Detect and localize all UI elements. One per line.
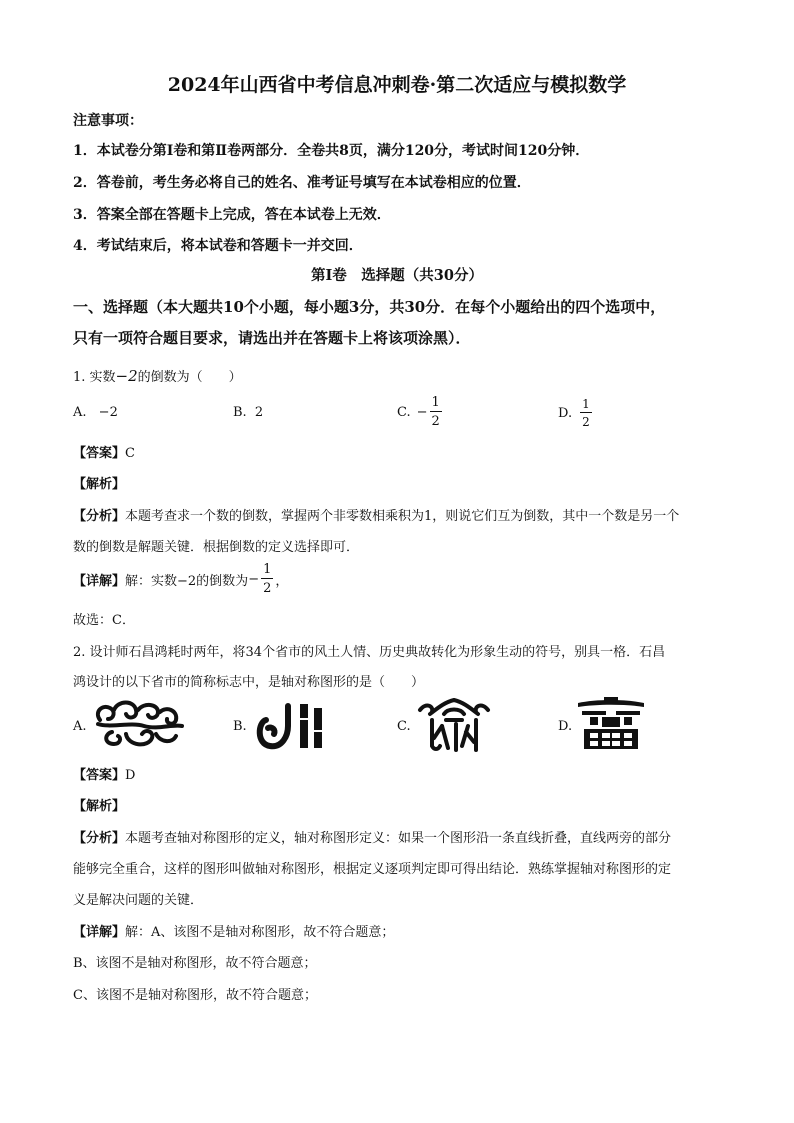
cloud-symbol-icon xyxy=(90,698,188,750)
detail-text: 解：A、该图不是轴对称图形，故不符合题意； xyxy=(125,925,395,940)
roof-pavilion-symbol-icon xyxy=(416,696,492,754)
q2-fenxi-line3: 义是解决问题的关键． xyxy=(73,893,204,908)
fenxi-tag: 【分析】 xyxy=(73,509,126,524)
q2-fenxi-line1 xyxy=(73,827,671,846)
q1-stem-value: −2 xyxy=(115,367,138,385)
notice-item: 2．答卷前，考生务必将自己的姓名、准考证号填写在本试卷相应的位置． xyxy=(73,175,531,191)
option-label: A. xyxy=(73,405,87,420)
q2-stem-line2: 鸿设计的以下省市的简称标志中，是轴对称图形的是（ ） xyxy=(73,675,425,690)
section-title: 第Ⅰ卷 选择题（共30分） xyxy=(311,267,483,284)
fraction xyxy=(430,396,442,428)
option-text: 2 xyxy=(254,405,264,420)
q1-choice: 故选：C． xyxy=(73,613,135,628)
notice-item: 3．答案全部在答题卡上完成，答在本试卷上无效． xyxy=(73,207,391,223)
fraction-numerator: 1 xyxy=(431,395,440,410)
q2-detail-c: C、该图不是轴对称图形，故不符合题意； xyxy=(73,988,317,1003)
q2-detail-b: B、该图不是轴对称图形，故不符合题意； xyxy=(73,956,317,971)
fenxi-tag: 【分析】 xyxy=(73,831,126,846)
q1-fenxi-line1 xyxy=(73,505,679,524)
notice-item: 1．本试卷分第Ⅰ卷和第Ⅱ卷两部分．全卷共8页，满分120分，考试时间120分钟． xyxy=(73,143,590,159)
q2-fenxi-line2: 能够完全重合，这样的图形叫做轴对称图形，根据定义逐项判定即可得出结论．熟练掌握轴对称图形的定 xyxy=(73,862,672,877)
fenxi-text: 本题考查求一个数的倒数，掌握两个非零数相乘积为1，则说它们互为倒数，其中一个数是另一个 xyxy=(125,509,680,524)
q2-answer xyxy=(73,764,135,783)
answer-value: C xyxy=(125,446,135,461)
q1-option-a xyxy=(73,405,118,420)
q2-detail-a xyxy=(73,921,394,940)
option-label: B. xyxy=(233,405,247,420)
part-one-instruction-line1: 一、选择题（本大题共10个小题，每小题3分，共30分．在每个小题给出的四个选项中， xyxy=(73,298,666,316)
notice-heading: 注意事项： xyxy=(73,113,143,129)
option-sign: − xyxy=(416,404,428,420)
fraction xyxy=(580,398,592,428)
q1-answer xyxy=(73,442,135,461)
swirl-bars-symbol-icon xyxy=(252,700,332,752)
q1-stem xyxy=(73,366,242,385)
fenxi-text: 本题考查轴对称图形的定义，轴对称图形定义：如果一个图形沿一条直线折叠，直线两旁的部分 xyxy=(125,831,672,846)
detail-suffix: ， xyxy=(275,573,289,589)
option-label: C. xyxy=(397,404,411,420)
q1-stem-prefix: 1. 实数 xyxy=(73,370,116,385)
fraction xyxy=(261,563,273,595)
answer-tag: 【答案】 xyxy=(73,446,126,461)
q1-analysis-tag: 【解析】 xyxy=(73,477,126,492)
option-text: −2 xyxy=(98,405,118,420)
detail-tag: 【详解】 xyxy=(73,925,126,940)
q1-stem-suffix: 的倒数为（ ） xyxy=(137,370,242,385)
fraction-denominator: 2 xyxy=(582,415,590,429)
q2-option-b-label: B. xyxy=(233,719,247,734)
q1-option-b xyxy=(233,405,263,420)
q2-analysis-tag: 【解析】 xyxy=(73,799,126,814)
q2-stem-line1: 2. 设计师石昌鸿耗时两年，将34个省市的风土人情、历史典故转化为形象生动的符号，别具一格．石昌 xyxy=(73,645,666,660)
exam-title: 2024年山西省中考信息冲刺卷·第二次适应与模拟数学 xyxy=(167,74,627,96)
fraction-numerator: 1 xyxy=(263,562,272,577)
answer-value: D xyxy=(125,768,136,783)
symmetric-drum-symbol-icon xyxy=(576,695,646,755)
q1-detail xyxy=(73,563,288,595)
fraction-denominator: 2 xyxy=(263,581,272,596)
q2-option-d-label: D. xyxy=(558,719,573,734)
detail-tag: 【详解】 xyxy=(73,573,126,589)
fraction-numerator: 1 xyxy=(582,397,590,411)
detail-sign: − xyxy=(248,571,260,587)
part-one-instruction-line2: 只有一项符合题目要求，请选出并在答题卡上将该项涂黑）． xyxy=(73,329,471,347)
q2-option-c-label: C. xyxy=(397,719,411,734)
option-label: D. xyxy=(558,405,573,421)
q1-option-c xyxy=(397,396,444,428)
q1-option-d xyxy=(558,398,594,428)
notice-item: 4．考试结束后，将本试卷和答题卡一并交回． xyxy=(73,238,363,254)
fraction-denominator: 2 xyxy=(431,414,440,429)
detail-text: 解：实数−2的倒数为 xyxy=(125,573,249,589)
answer-tag: 【答案】 xyxy=(73,768,126,783)
q1-fenxi-line2: 数的倒数是解题关键．根据倒数的定义选择即可． xyxy=(73,540,360,555)
q2-option-a-label: A. xyxy=(73,719,87,734)
